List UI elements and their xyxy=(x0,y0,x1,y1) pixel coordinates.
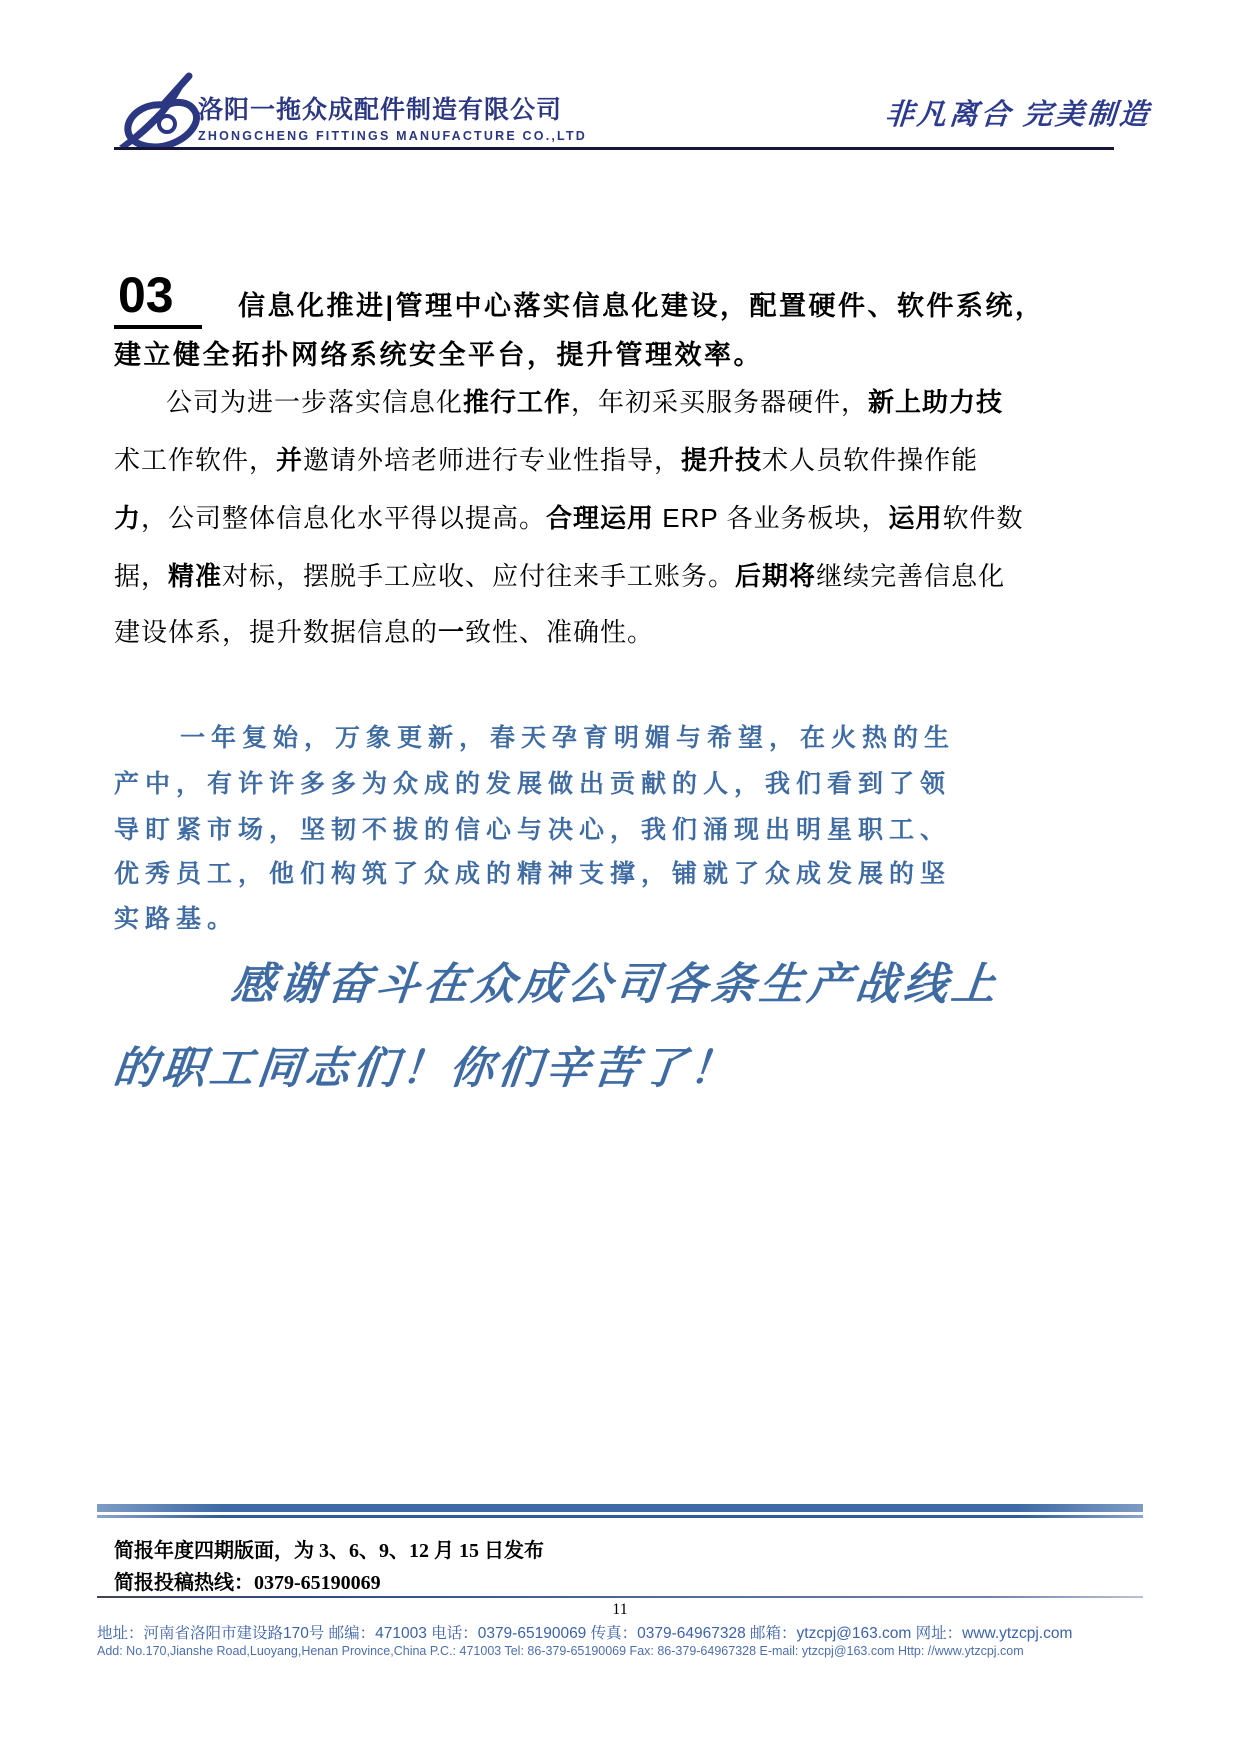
slogan-calligraphy: 非凡离合 完美制造 xyxy=(883,99,1153,131)
section-title-line1: 信息化推进|管理中心落实信息化建设，配置硬件、软件系统， xyxy=(238,291,1045,321)
publication-schedule: 简报年度四期版面，为 3、6、9、12 月 15 日发布 xyxy=(114,1540,544,1562)
thanks-message-line2: 的职工同志们！你们辛苦了！ xyxy=(110,1044,741,1093)
footer-bar-thick xyxy=(97,1504,1143,1512)
blue-paragraph-line: 优秀员工，他们构筑了众成的精神支撑，铺就了众成发展的坚 xyxy=(114,860,952,888)
footer-divider xyxy=(97,1596,1143,1598)
company-name-en: ZHONGCHENG FITTINGS MANUFACTURE CO.,LTD xyxy=(198,129,588,143)
body-paragraph-line: 力，公司整体信息化水平得以提高。合理运用 ERP 各业务板块，运用软件数 xyxy=(114,503,1024,533)
page-number: 11 xyxy=(612,1601,628,1618)
company-logo xyxy=(112,72,732,150)
address-line-cn: 地址：河南省洛阳市建设路170号 邮编：471003 电话：0379-65190069 传真：0379-64967328 邮箱：ytzcpj@163.com 网址：www.ytzcpj.com xyxy=(97,1625,1073,1642)
address-line-en: Add: No.170,Jianshe Road,Luoyang,Henan Province,China P.C.: 471003 Tel: 86-379-65190069 Fax: 86-379-64967328 E-mail: ytzcpj@163.com Http: //www.ytzcpj.com xyxy=(97,1644,1024,1658)
body-paragraph-line: 术工作软件，并邀请外培老师进行专业性指导，提升技术人员软件操作能 xyxy=(114,445,979,475)
thanks-message-line1: 感谢奋斗在众成公司各条生产战线上 xyxy=(228,960,1003,1009)
company-name-block xyxy=(198,90,587,143)
body-paragraph-line: 据，精准对标，摆脱手工应收、应付往来手工账务。后期将继续完善信息化 xyxy=(114,561,1006,591)
section-title-line2: 建立健全拓扑网络系统安全平台，提升管理效率。 xyxy=(114,340,763,370)
hotline-number: 0379-65190069 xyxy=(254,1572,381,1594)
body-paragraph-line: 建设体系，提升数据信息的一致性、准确性。 xyxy=(114,617,655,647)
hotline-label: 简报投稿热线： xyxy=(114,1572,254,1594)
blue-paragraph-line: 产中，有许许多多为众成的发展做出贡献的人，我们看到了领 xyxy=(114,770,952,798)
submission-hotline xyxy=(114,1566,381,1595)
company-name-cn: 洛阳一拖众成配件制造有限公司 xyxy=(198,96,563,124)
body-paragraph-line: 公司为进一步落实信息化推行工作，年初采买服务器硬件，新上助力技 xyxy=(166,387,1004,417)
blue-paragraph-line: 导盯紧市场，坚韧不拔的信心与决心，我们涌现出明星职工、 xyxy=(114,816,952,844)
section-number: 03 xyxy=(114,268,202,329)
blue-paragraph-line: 一年复始，万象更新，春天孕育明媚与希望，在火热的生 xyxy=(180,724,956,752)
blue-paragraph-line: 实路基。 xyxy=(114,905,239,933)
footer-bar-thin xyxy=(97,1515,1143,1518)
header-divider xyxy=(114,147,1114,150)
